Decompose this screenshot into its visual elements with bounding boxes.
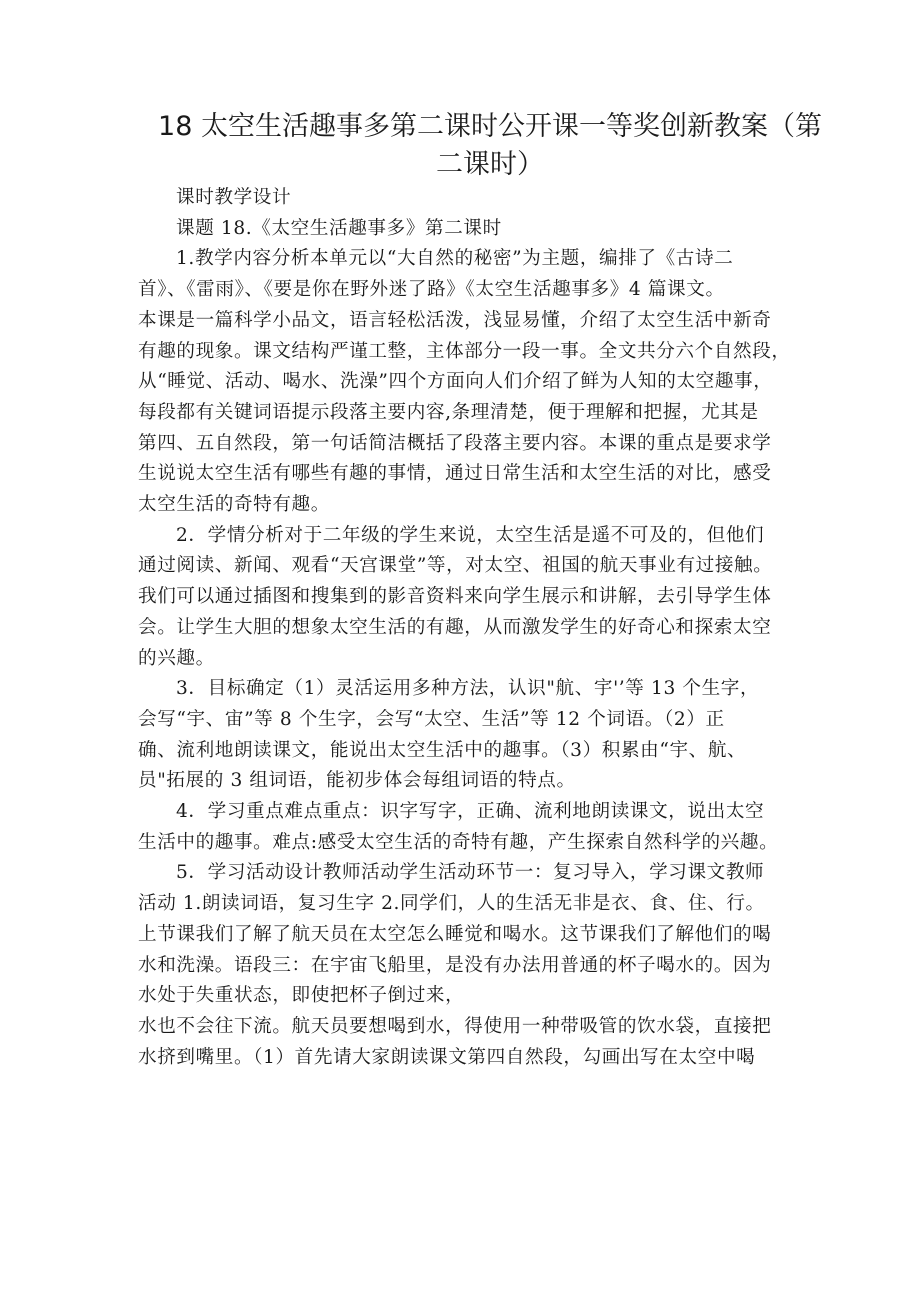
paragraph-2-line: 我们可以通过插图和搜集到的影音资料来向学生展示和讲解，去引导学生体 xyxy=(138,586,772,608)
paragraph-2-line: 2．学情分析对于二年级的学生来说，太空生活是遥不可及的，但他们 xyxy=(176,524,765,546)
paragraph-1-line: 1.教学内容分析本单元以“大自然的秘密”为主题，编排了《古诗二 xyxy=(176,248,734,270)
paragraph-3-line: 3．目标确定（1）灵活运用多种方法，认识"航、宇'’等 13 个生字， xyxy=(176,678,760,700)
paragraph-2-line: 的兴趣。 xyxy=(138,647,215,669)
paragraph-1-line: 本课是一篇科学小品文，语言轻松活泼，浅显易懂，介绍了太空生活中新奇 xyxy=(138,309,772,331)
paragraph-3-line: 确、流利地朗读课文，能说出太空生活中的趣事。（3）积累由“宇、航、 xyxy=(138,739,747,761)
paragraph-2-line: 通过阅读、新闻、观看“天宫课堂”等，对太空、祖国的航天事业有过接触。 xyxy=(138,555,773,577)
document-body xyxy=(138,183,793,1073)
title-line-2: 二课时） xyxy=(436,149,544,180)
paragraph-5-line: 水处于失重状态，即使把杯子倒过来， xyxy=(138,985,465,1007)
section-heading: 课时教学设计 xyxy=(176,187,292,208)
paragraph-4-line: 4．学习重点难点重点：识字写字，正确、流利地朗读课文，说出太空 xyxy=(176,801,765,823)
paragraph-5-line: 上节课我们了解了航天员在太空怎么睡觉和喝水。这节课我们了解他们的喝 xyxy=(138,923,772,945)
lesson-topic: 课题 18.《太空生活趣事多》第二课时 xyxy=(176,217,502,239)
document-title xyxy=(140,108,840,184)
paragraph-5-line: 5．学习活动设计教师活动学生活动环节一：复习导入，学习课文教师 xyxy=(176,862,765,884)
paragraph-1-line: 首》、《雷雨》、《要是你在野外迷了路》《太空生活趣事多》4 篇课文。 xyxy=(138,279,725,301)
paragraph-4-line: 生活中的趣事。难点:感受太空生活的奇特有趣，产生探索自然科学的兴趣。 xyxy=(138,831,779,853)
paragraph-1-line: 每段都有关键词语提示段落主要内容,条理清楚，便于理解和把握，尤其是 xyxy=(138,401,759,423)
paragraph-5-line: 活动 1.朗读词语，复习生字 2.同学们，人的生活无非是衣、食、住、行。 xyxy=(138,893,765,915)
paragraph-1-line: 第四、五自然段，第一句话简洁概括了段落主要内容。本课的重点是要求学 xyxy=(138,432,772,454)
paragraph-5-line: 水和洗澡。语段三：在宇宙飞船里，是没有办法用普通的杯子喝水的。因为 xyxy=(138,954,772,976)
paragraph-1-line: 太空生活的奇特有趣。 xyxy=(138,494,330,516)
paragraph-5-line: 水也不会往下流。航天员要想喝到水，得使用一种带吸管的饮水袋，直接把 xyxy=(138,1015,772,1037)
paragraph-5-line: 水挤到嘴里。（1）首先请大家朗读课文第四自然段，勾画出写在太空中喝 xyxy=(138,1046,756,1068)
paragraph-1-line: 从“睡觉、活动、喝水、洗澡”四个方面向人们介绍了鲜为人知的太空趣事， xyxy=(138,371,773,393)
paragraph-1-line: 生说说太空生活有哪些有趣的事情，通过日常生活和太空生活的对比，感受 xyxy=(138,463,772,485)
paragraph-3-line: 会写“宇、宙”等 8 个生字，会写“太空、生活”等 12 个词语。（2）正 xyxy=(138,708,725,730)
paragraph-3-line: 员"拓展的 3 组词语，能初步体会每组词语的特点。 xyxy=(138,770,576,792)
paragraph-2-line: 会。让学生大胆的想象太空生活的有趣，从而激发学生的好奇心和探索太空 xyxy=(138,616,772,638)
paragraph-1-line: 有趣的现象。课文结构严谨工整，主体部分一段一事。全文共分六个自然段， xyxy=(138,340,791,362)
title-line-1: 18 太空生活趣事多第二课时公开课一等奖创新教案（第 xyxy=(158,111,822,142)
